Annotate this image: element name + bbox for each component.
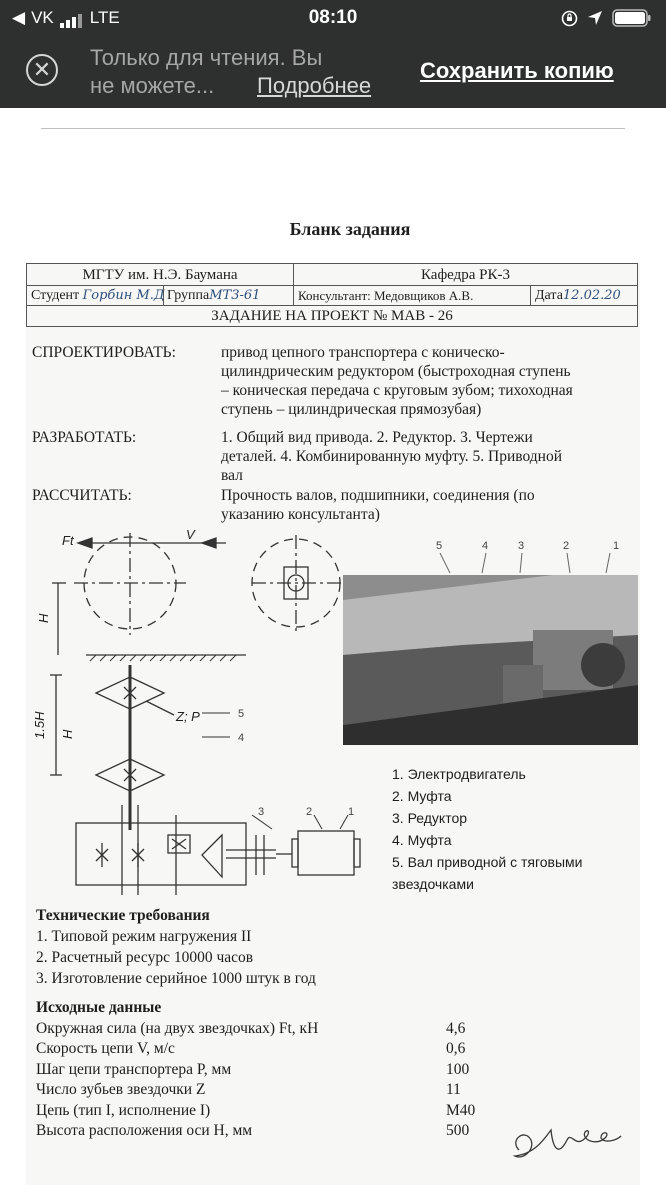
input-row — [36, 1019, 466, 1040]
university-cell: МГТУ им. Н.Э. Баумана — [27, 264, 294, 285]
save-copy-button[interactable]: Сохранить копию — [420, 58, 614, 83]
tech-requirements — [36, 905, 316, 989]
task-text — [221, 486, 641, 524]
photo-label-2: 2 — [563, 540, 570, 552]
tech-item: 1. Типовой режим нагружения II — [36, 928, 252, 945]
network-label: LTE — [89, 8, 120, 27]
input-row — [36, 1080, 461, 1101]
tech-title: Технические требования — [36, 907, 210, 924]
date-value: 12.02.20 — [562, 288, 621, 303]
input-data — [36, 998, 476, 1142]
project-number: ЗАДАНИЕ НА ПРОЕКТ № МАВ - 26 — [211, 308, 453, 324]
department-cell: Кафедра РК-3 — [420, 267, 511, 283]
task-line: 1. Общий вид привода. 2. Редуктор. 3. Чертежи — [221, 429, 533, 446]
location-icon — [587, 10, 603, 26]
consultant-cell: Консультант: Медовщиков А.В. — [293, 286, 473, 305]
input-value: 11 — [446, 1081, 461, 1098]
student-label: Студент — [31, 288, 80, 303]
legend-item: 3. Редуктор — [392, 810, 468, 826]
group-value: МТ3-61 — [209, 288, 261, 303]
message-line-2: не можете... — [90, 73, 215, 98]
task-text — [221, 428, 641, 485]
status-bar — [0, 0, 666, 36]
legend-item: 4. Муфта — [392, 832, 452, 848]
conveyor-photo — [343, 575, 638, 745]
part-3-label: 3 — [258, 806, 265, 818]
task-text — [221, 343, 641, 419]
photo-label-5: 5 — [436, 540, 443, 552]
photo-label-1: 1 — [613, 540, 620, 552]
task-line: указанию консультанта) — [221, 506, 380, 523]
message-line-1: Только для чтения. Вы — [90, 45, 323, 70]
input-value: 500 — [446, 1122, 470, 1139]
input-label: Окружная сила (на двух звездочках) Ft, кН — [36, 1019, 319, 1037]
input-row — [36, 1121, 470, 1142]
input-label: Шаг цепи транспортера P, мм — [36, 1060, 232, 1078]
input-value: 100 — [446, 1060, 470, 1078]
photo-label-3: 3 — [518, 540, 525, 552]
carrier-label: VK — [31, 8, 54, 27]
part-5-label: 5 — [238, 708, 245, 720]
student-cell — [31, 286, 164, 305]
v-label: V — [186, 527, 195, 542]
task-line: – коническая передача с круговым зубом; тихоходная — [221, 382, 573, 399]
photo-label-4: 4 — [482, 540, 489, 552]
part-2-label: 2 — [306, 806, 313, 818]
task-label: РАЗРАБОТАТЬ: — [32, 429, 137, 446]
photo-part-numbers — [420, 535, 640, 575]
page-divider — [41, 128, 625, 129]
input-row — [36, 1101, 476, 1122]
inputs-title: Исходные данные — [36, 999, 162, 1016]
read-only-banner — [0, 36, 666, 108]
battery-icon — [612, 9, 652, 27]
input-value: 0,6 — [446, 1040, 466, 1057]
task-label: РАССЧИТАТЬ: — [32, 487, 132, 504]
input-row — [36, 1060, 470, 1081]
task-line: вал — [221, 467, 243, 484]
h15-label: 1.5H — [32, 711, 47, 739]
task-label: СПРОЕКТИРОВАТЬ: — [32, 344, 176, 361]
legend-item: звездочками — [392, 876, 474, 892]
date-cell — [530, 286, 621, 305]
legend-item: 2. Муфта — [392, 788, 452, 804]
task-line: привод цепного транспортера с коническо- — [221, 344, 505, 361]
task-line: ступень – цилиндрическая прямозубая) — [221, 401, 482, 418]
input-row — [36, 1039, 466, 1060]
date-label: Дата — [535, 288, 563, 303]
input-value: М40 — [446, 1101, 476, 1119]
part-4-label: 4 — [238, 732, 245, 744]
h-label: H — [36, 613, 51, 623]
drive-diagram — [26, 525, 386, 895]
signature — [505, 1110, 625, 1170]
legend-item: 1. Электродвигатель — [392, 766, 526, 782]
input-label: Число зубьев звездочки Z — [36, 1081, 206, 1098]
input-label: Высота расположения оси H, мм — [36, 1122, 253, 1139]
student-value: Горбин М.Д — [82, 288, 165, 303]
legend-list — [392, 763, 583, 895]
input-label: Цепь (тип I, исполнение I) — [36, 1101, 211, 1119]
back-arrow-icon[interactable]: ◀ — [12, 8, 26, 27]
tech-item: 2. Расчетный ресурс 10000 часов — [36, 949, 254, 966]
input-label: Скорость цепи V, м/с — [36, 1040, 175, 1057]
orientation-lock-icon — [561, 10, 578, 27]
close-icon[interactable]: ✕ — [26, 54, 58, 86]
task-line: деталей. 4. Комбинированную муфту. 5. Приводной — [221, 448, 563, 465]
header-table — [26, 263, 638, 327]
clock: 08:10 — [308, 7, 358, 28]
h-label-2: H — [60, 729, 75, 739]
legend-item: 5. Вал приводной с тяговыми — [392, 854, 583, 870]
group-label: Группа — [167, 288, 210, 303]
part-1-label: 1 — [348, 806, 355, 818]
task-line: цилиндрическим редуктором (быстроходная ступень — [221, 363, 571, 380]
input-value: 4,6 — [446, 1019, 466, 1037]
zp-label: Z; P — [176, 709, 200, 724]
details-link[interactable]: Подробнее — [257, 73, 372, 98]
document-title: Бланк задания — [289, 219, 411, 239]
group-cell — [163, 286, 260, 305]
tech-item: 3. Изготовление серийное 1000 штук в год — [36, 970, 316, 987]
ft-label: Ft — [62, 533, 74, 548]
task-line: Прочность валов, подшипники, соединения (по — [221, 487, 535, 504]
